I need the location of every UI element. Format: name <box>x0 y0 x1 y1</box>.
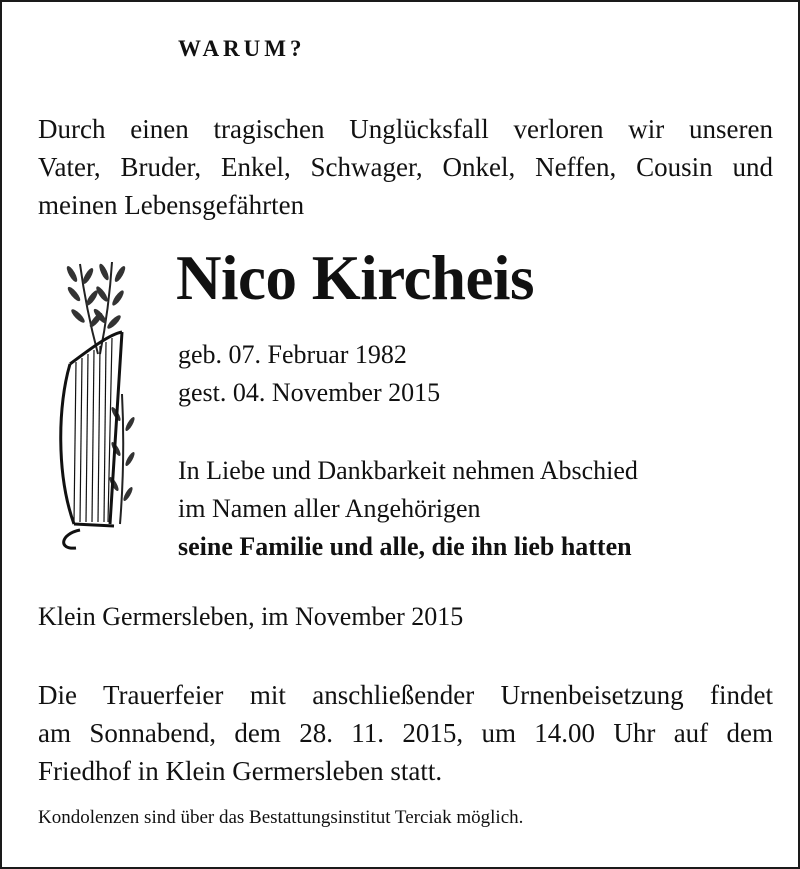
funeral-line: Die Trauerfeier mit anschließender Urnenbeisetzung findet <box>38 680 773 710</box>
notice-heading: WARUM? <box>178 36 306 61</box>
deceased-name: Nico Kircheis <box>176 243 535 313</box>
funeral-line: am Sonnabend, dem 28. 11. 2015, um 14.00 Uhr auf dem <box>38 718 773 748</box>
birth-date: geb. 07. Februar 1982 <box>178 340 407 369</box>
life-dates <box>178 336 440 412</box>
funeral-line: Friedhof in Klein Germersleben statt. <box>38 756 443 786</box>
funeral-info <box>38 676 773 790</box>
intro-line: Durch einen tragischen Unglücksfall verloren wir unseren <box>38 114 773 144</box>
family-signature: seine Familie und alle, die ihn lieb hatten <box>178 532 632 561</box>
intro-line: meinen Lebensgefährten <box>38 190 305 220</box>
place-and-date: Klein Germersleben, im November 2015 <box>38 602 464 631</box>
intro-text <box>38 110 773 224</box>
farewell-line: im Namen aller Angehörigen <box>178 494 481 523</box>
farewell-text <box>178 452 638 566</box>
intro-line: Vater, Bruder, Enkel, Schwager, Onkel, Neffen, Cousin und <box>38 152 773 182</box>
condolence-note: Kondolenzen sind über das Bestattungsinstitut Terciak möglich. <box>38 807 524 828</box>
farewell-line: In Liebe und Dankbarkeit nehmen Abschied <box>178 456 638 485</box>
harp-with-olive-branch-icon <box>50 254 155 554</box>
death-date: gest. 04. November 2015 <box>178 378 441 407</box>
